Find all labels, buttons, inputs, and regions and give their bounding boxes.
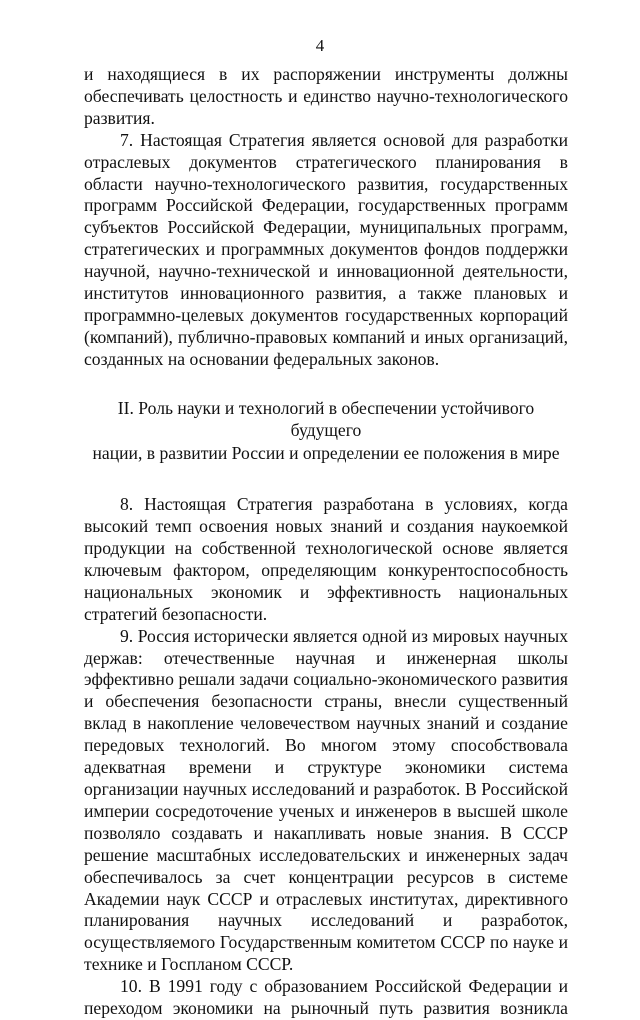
document-body [84, 64, 568, 1020]
paragraph-continuation: и находящиеся в их распоряжении инструменты должны обеспечивать целостность и единство научно-технологического развития. [84, 64, 568, 128]
paragraph-8: 8. Настоящая Стратегия разработана в условиях, когда высокий темп освоения новых знаний и создания наукоемкой продукции на собственной технологической основе является ключевым фактором, определяющим конкурентоспособность национальных экономик и эффективность национальных стратегий безопасности. [84, 494, 568, 624]
section-heading-line-1: II. Роль науки и технологий в обеспечении устойчивого будущего [117, 397, 535, 441]
section-heading-line-2: нации, в развитии России и определении ее положения в мире [92, 442, 560, 463]
paragraph-7: 7. Настоящая Стратегия является основой для разработки отраслевых документов стратегического планирования в области научно-технологического развития, государственных программ Российской Федерации, государственных программ субъектов Российской Федерации, муниципальных программ, стратегических и программных документов фондов поддержки научной, научно-технической и инновационной деятельности, институтов инновационного развития, а также плановых и программно-целевых документов государственных корпораций (компаний), публично-правовых компаний и иных организаций, созданных на основании федеральных законов. [84, 129, 568, 369]
paragraph-9: 9. Россия исторически является одной из мировых научных держав: отечественные научная и инженерная школы эффективно решали задачи социально-экономического развития и обеспечения безопасности страны, внесли существенный вклад в накопление человечеством научных знаний и создание передовых технологий. Во многом этому способствовала адекватная времени и структуре экономики система организации научных исследований и разработок. В Российской империи сосредоточение ученых и инженеров в высшей школе позволяло создавать и накапливать новые знания. В СССР решение масштабных исследовательских и инженерных задач обеспечивалось за счет концентрации ресурсов в системе Академии наук СССР и отраслевых институтах, директивного планирования научных исследований и разработок, осуществляемого Государственным комитетом СССР по науке и технике и Госпланом СССР. [84, 625, 568, 975]
section-heading [84, 397, 568, 465]
page-number: 4 [315, 36, 325, 55]
paragraph-10: 10. В 1991 году с образованием Российской Федерации и переходом экономики на рыночный путь развития возникла [84, 976, 568, 1019]
